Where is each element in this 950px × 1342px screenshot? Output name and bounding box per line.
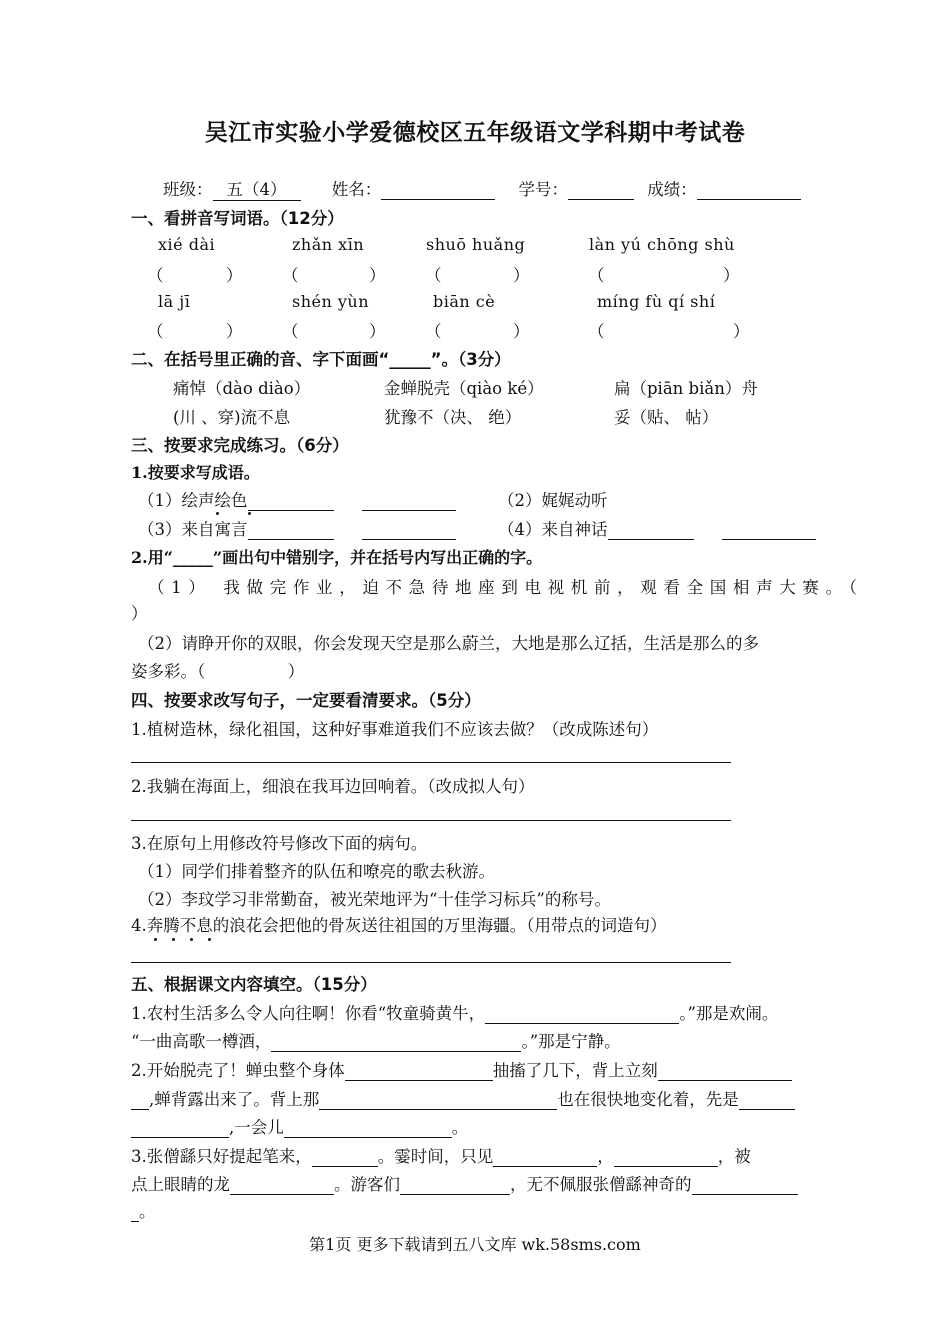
section5-heading: 五、根据课文内容填空。（15分） (131, 975, 377, 994)
idiom-blank[interactable] (608, 520, 694, 540)
choice-item: (川 、穿)流不息 (173, 408, 291, 427)
emphasis-dot (154, 938, 157, 941)
idiom-blank[interactable] (248, 520, 334, 540)
emphasis-dot (248, 512, 251, 515)
s5-q1-line2: “一曲高歌一樽酒， 。”那是宁静。 (131, 1032, 621, 1051)
s3-paragraph1: （1） 我做完作业，迫不急待地座到电视机前，观看全国相声大赛。（ (148, 578, 857, 597)
answer-paren-close: ） (723, 266, 740, 285)
fill-blank[interactable] (400, 1175, 510, 1195)
student-id-label: 学号： (518, 180, 568, 199)
s4-q3b: （2）李玟学习非常勤奋，被光荣地评为“十佳学习标兵”的称号。 (138, 890, 611, 909)
fill-blank[interactable] (230, 1175, 334, 1195)
section3-heading: 三、按要求完成练习。（6分） (131, 436, 349, 455)
answer-paren-open: （ (588, 266, 605, 285)
idiom-blank[interactable] (722, 520, 816, 540)
idiom-prompt: （1）绘声绘色 (138, 487, 456, 511)
answer-line[interactable] (131, 820, 731, 821)
choice-item: 扁（piān biǎn）舟 (614, 379, 758, 398)
s3-paragraph2-end: 姿多彩。（ ） (131, 662, 305, 681)
s5-q3-line3: 。 (131, 1198, 156, 1222)
s4-q4: 4.奔腾不息的浪花会把他的骨灰送往祖国的万里海疆。（用带点的词造句） (131, 916, 667, 935)
fill-blank[interactable] (692, 1175, 798, 1195)
s4-q3a: （1）同学们排着整齐的队伍和嘹亮的歌去秋游。 (138, 862, 495, 881)
fill-blank[interactable] (271, 1032, 521, 1052)
answer-paren-open: （ (282, 322, 299, 341)
fill-blank[interactable] (312, 1147, 378, 1167)
fill-blank[interactable] (284, 1118, 452, 1138)
answer-paren-close: ） (513, 266, 530, 285)
section4-heading: 四、按要求改写句子，一定要看清要求。（5分） (131, 691, 481, 710)
emphasis-dot (208, 938, 211, 941)
pinyin-item: zhǎn xīn (292, 235, 365, 254)
idiom-blank[interactable] (362, 520, 456, 540)
s4-q3: 3.在原句上用修改符号修改下面的病句。 (131, 834, 428, 853)
pinyin-item: míng fù qí shí (597, 292, 716, 311)
emphasis-dot (190, 938, 193, 941)
answer-paren-open: （ (588, 322, 605, 341)
pinyin-item: shén yùn (292, 292, 370, 311)
answer-paren-close: ） (369, 266, 386, 285)
fill-blank[interactable] (345, 1061, 493, 1081)
s4-q1: 1.植树造林，绿化祖国，这种好事难道我们不应该去做？（改成陈述句） (131, 720, 659, 739)
answer-paren-open: （ (147, 266, 164, 285)
answer-paren-close: ） (226, 322, 243, 341)
choice-item: 痛悼（dào diào） (173, 379, 311, 398)
s5-q2-line2: ,蝉背露出来了。背上那 也在很快地变化着，先是 (131, 1086, 795, 1110)
idiom-prompt: （3）来自寓言 (138, 516, 456, 540)
choice-item: 金蝉脱壳（qiào ké） (384, 379, 544, 398)
choice-item: 妥（贴、 帖） (614, 408, 719, 427)
pinyin-item: xié dài (158, 235, 216, 254)
student-id-blank[interactable] (568, 180, 634, 200)
fill-blank[interactable] (739, 1090, 795, 1110)
fill-blank[interactable] (131, 1202, 139, 1222)
s5-q3-line1: 3.张僧繇只好提起笔来， 。霎时间，只见 ， ，被 (131, 1147, 751, 1166)
idiom-blank[interactable] (248, 491, 334, 511)
name-label: 姓名： (331, 180, 382, 199)
fill-blank[interactable] (131, 1118, 229, 1138)
fill-blank[interactable] (319, 1090, 557, 1110)
fill-blank[interactable] (493, 1147, 597, 1167)
s3-sub1: 1.按要求写成语。 (131, 463, 260, 482)
fill-blank[interactable] (485, 1004, 679, 1024)
emphasis-dot (216, 512, 219, 515)
score-blank[interactable] (697, 180, 801, 200)
fill-blank[interactable] (131, 1090, 149, 1110)
class-label: 班级： (163, 180, 213, 199)
section2-heading: 二、在括号里正确的音、字下面画“_____”。（3分） (131, 350, 511, 369)
pinyin-item: làn yú chōng shù (589, 235, 735, 254)
s5-q2-line3: ,一会儿 。 (131, 1114, 468, 1138)
s3-sub2: 2.用“_____”画出句中错别字，并在括号内写出正确的字。 (131, 548, 543, 567)
pinyin-item: shuō huǎng (426, 235, 526, 254)
answer-line[interactable] (131, 962, 731, 963)
page-footer: 第1页 更多下载请到五八文库 wk.58sms.com (309, 1235, 641, 1254)
emphasis-dot (172, 938, 175, 941)
s4-q2: 2.我躺在海面上，细浪在我耳边回响着。（改成拟人句） (131, 777, 535, 796)
choice-item: 犹豫不（决、 绝） (384, 408, 522, 427)
answer-paren-close: ） (733, 322, 750, 341)
fill-blank[interactable] (614, 1147, 718, 1167)
answer-paren-open: （ (282, 266, 299, 285)
answer-paren-open: （ (425, 322, 442, 341)
student-info-line (163, 176, 801, 201)
answer-paren-close: ） (513, 322, 530, 341)
idiom-prompt: （4）来自神话 (498, 516, 816, 540)
class-value: 五（4） (213, 176, 301, 201)
idiom-blank[interactable] (362, 491, 456, 511)
idiom-prompt: （2）娓娓动听 (498, 491, 608, 510)
page-title: 吴江市实验小学爱德校区五年级语文学科期中考试卷 (204, 120, 746, 146)
answer-paren-close: ） (369, 322, 386, 341)
fill-blank[interactable] (658, 1061, 792, 1081)
answer-paren-open: （ (147, 322, 164, 341)
score-label: 成绩： (647, 180, 697, 199)
pinyin-item: lā jī (158, 292, 191, 311)
s5-q3-line2: 点上眼睛的龙 。游客们 ，无不佩服张僧繇神奇的 (131, 1171, 798, 1195)
s3-paragraph1-end: ） (131, 604, 148, 623)
answer-paren-close: ） (226, 266, 243, 285)
s3-paragraph2: （2）请睁开你的双眼，你会发现天空是那么蔚兰，大地是那么辽括，生活是那么的多 (138, 634, 759, 653)
answer-line[interactable] (131, 762, 731, 763)
name-blank[interactable] (381, 180, 495, 200)
pinyin-item: biān cè (433, 292, 496, 311)
answer-paren-open: （ (425, 266, 442, 285)
s5-q1-line1: 1.农村生活多么令人向往啊！你看“牧童骑黄牛， 。”那是欢闹。 (131, 1004, 779, 1023)
section1-heading: 一、看拼音写词语。（12分） (131, 209, 344, 228)
s5-q2-line1: 2.开始脱壳了！蝉虫整个身体 抽搐了几下，背上立刻 (131, 1057, 792, 1081)
